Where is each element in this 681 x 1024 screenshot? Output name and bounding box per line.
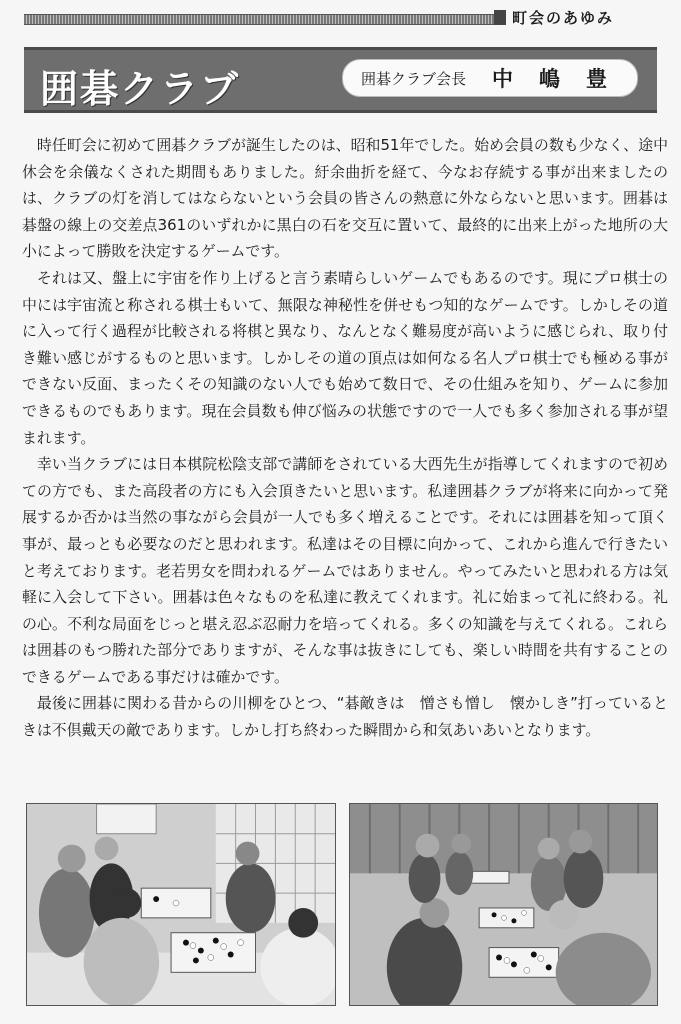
author-role: 囲碁クラブ会長 <box>361 69 467 88</box>
photo-left-illustration <box>27 804 335 1005</box>
article-body <box>22 132 668 744</box>
photo-right-illustration <box>350 804 657 1005</box>
title-banner <box>24 47 657 113</box>
article-paragraph-2: それは又、盤上に宇宙を作り上げると言う素晴らしいゲームでもあるのです。現にプロ棋士の中には宇宙流と称される棋士もいて、無限な神秘性を併せもつ知的なゲームです。しかしその道に入って行く過程が比較される将棋と異なり、なんとなく難易度が高いように感じられ、取り付き難い感じがするものと思います。しかしその道の頂点は如何なる名人プロ棋士でも極める事ができない反面、まったくその知識のない人でも始めて数日で、その仕組みを知り、ゲームに参加できるものでもあります。現在会員数も伸び悩みの状態ですので一人でも多く参加される事が望まれます。 <box>22 268 668 447</box>
go-players-hall-photo <box>349 803 658 1006</box>
article-paragraph-4: 最後に囲碁に関わる昔からの川柳をひとつ、“碁敵きは 憎さも憎し 懐かしき”打っているときは不倶戴天の敵であります。しかし打ち終わった瞬間から和気あいあいとなります。 <box>22 694 668 740</box>
section-label: 町会のあゆみ <box>512 9 615 27</box>
author-box <box>342 59 638 97</box>
author-name: 中嶋豊 <box>492 67 634 91</box>
article-paragraph-3: 幸い当クラブには日本棋院松陰支部で講師をされている大西先生が指導してくれますので初めての方でも、また高段者の方にも入会頂きたいと思います。私達囲碁クラブが将来に向かって発展するか否かは当然の事ながら会員が一人でも多く増えることです。それには囲碁を知って頂く事が、最っとも必要なのだと思われます。私達はその目標に向かって、これから進んで行きたいと考えております。老若男女を問われるゲームではありません。やってみたいと思われる方は気軽に入会して下さい。囲碁は色々なものを私達に教えてくれます。礼に始まって礼に終わる。礼の心。不利な局面をじっと堪え忍ぶ忍耐力を培ってくれる。多くの知識を与えてくれる。これらは囲碁のもつ勝れた部分でありますが、そんな事は抜きにしても、楽しい時間を共有することのできるゲームである事だけは確かです。 <box>22 455 668 686</box>
go-players-tatami-room-photo <box>26 803 336 1006</box>
header-decorative-stripe <box>24 14 494 25</box>
header-stripe-cap <box>494 10 506 25</box>
page-title: 囲碁クラブ <box>40 67 241 111</box>
article-paragraph-1: 時任町会に初めて囲碁クラブが誕生したのは、昭和51年でした。始め会員の数も少なく、途中休会を余儀なくされた期間もありました。紆余曲折を経て、今なお存続する事が出来ましたのは、クラブの灯を消してはならないという会員の皆さんの熱意に外ならないと思います。囲碁は碁盤の線上の交差点361のいずれかに黒白の石を交互に置いて、最終的に出来上がった地所の大小によって勝敗を決定するゲームです。 <box>22 136 668 261</box>
